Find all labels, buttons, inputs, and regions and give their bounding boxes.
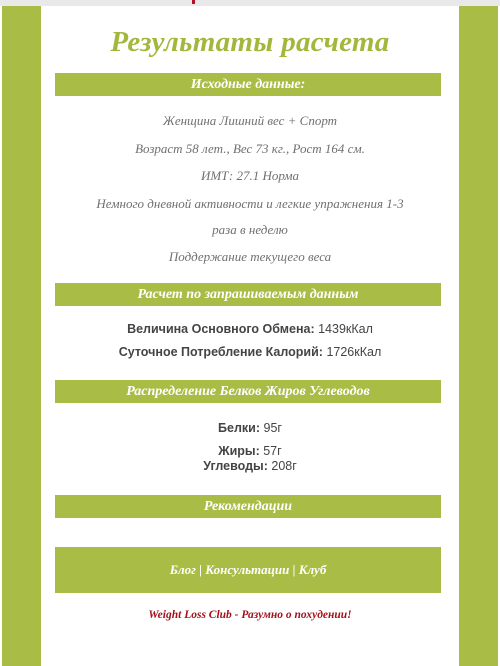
protein-line xyxy=(41,421,459,435)
menu-link-consultations[interactable]: Консультации xyxy=(205,562,290,577)
input-line-bmi: ИМТ: 27.1 Норма xyxy=(200,168,300,183)
input-line-metrics: Возраст 58 лет., Вес 73 кг., Рост 164 см. xyxy=(135,141,365,156)
red-marker xyxy=(192,0,195,4)
protein-label: Белки: xyxy=(218,421,261,435)
bmr-label: Величина Основного Обмена: xyxy=(127,322,315,336)
fat-value: 57г xyxy=(263,444,282,458)
left-sidebar xyxy=(0,6,41,666)
carbs-label: Углеводы: xyxy=(203,459,268,473)
input-line-activity: Немного дневной активности и легкие упражнения 1-3 xyxy=(96,196,404,211)
input-line-profile: Женщина Лишний вес + Спорт xyxy=(162,113,338,128)
calc-results-header: Расчет по запрашиваемым данным xyxy=(55,283,441,306)
input-line-activity-cont: раза в неделю xyxy=(212,222,288,237)
bmr-value: 1439кКал xyxy=(318,322,373,336)
right-sidebar xyxy=(459,6,500,666)
menu-bar xyxy=(55,547,441,593)
menu-separator: | xyxy=(195,562,206,577)
footer-tagline: Weight Loss Club - Разумно о похудении! xyxy=(148,609,352,621)
carbs-line xyxy=(41,459,459,473)
recommendations-header: Рекомендации xyxy=(55,495,441,518)
input-line-goal: Поддержание текущего веса xyxy=(168,249,332,264)
daily-calories-value: 1726кКал xyxy=(326,345,382,359)
results-content xyxy=(41,6,459,666)
menu-link-club[interactable]: Клуб xyxy=(298,562,327,577)
macros-header: Распределение Белков Жиров Углеводов xyxy=(55,380,441,403)
menu-link-blog[interactable]: Блог xyxy=(169,562,196,577)
carbs-value: 208г xyxy=(271,459,297,473)
menu-separator: | xyxy=(289,562,299,577)
fat-label: Жиры: xyxy=(218,444,260,458)
page-title: Результаты расчета xyxy=(110,26,390,58)
protein-value: 95г xyxy=(263,421,282,435)
daily-calories-line xyxy=(41,345,459,359)
bmr-line xyxy=(41,322,459,336)
daily-calories-label: Суточное Потребление Калорий: xyxy=(118,345,323,359)
fat-line xyxy=(41,444,459,458)
left-edge-line xyxy=(0,6,2,666)
input-data-header: Исходные данные: xyxy=(55,73,441,96)
